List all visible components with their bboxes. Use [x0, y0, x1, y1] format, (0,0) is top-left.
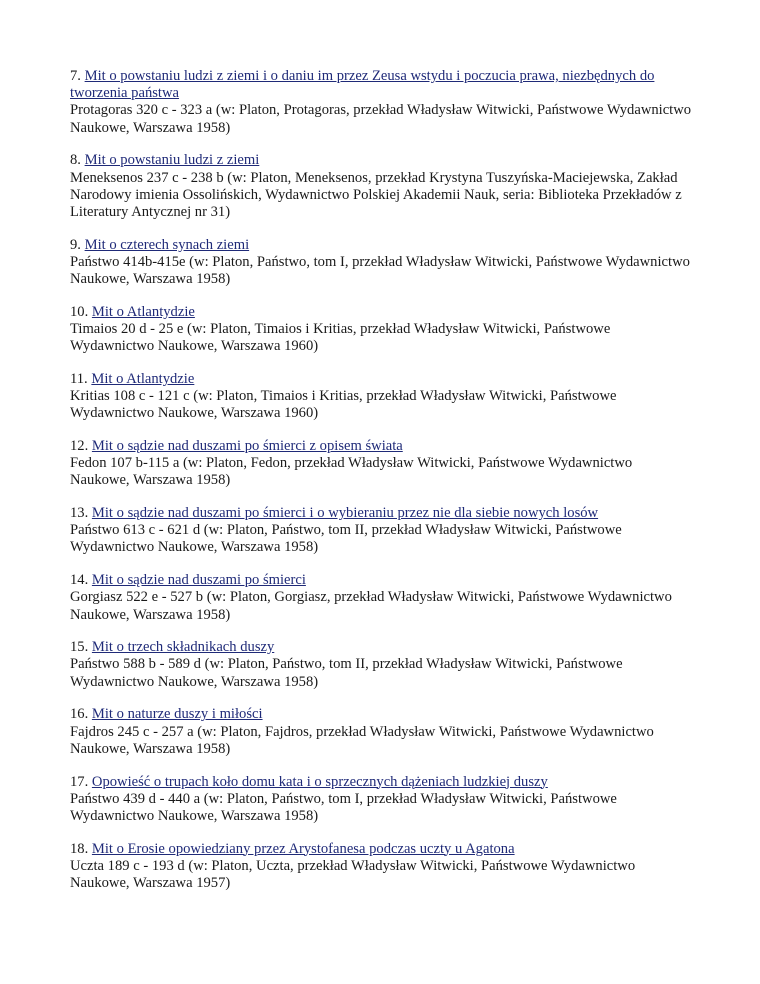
entry-source: Fajdros 245 c - 257 a (w: Platon, Fajdros, przekład Władysław Witwicki, Państwowe Wydawnictwo Naukowe, Warszawa 1958) — [70, 723, 654, 757]
entry-number: 18. — [70, 840, 89, 857]
entry-source: Fedon 107 b-115 a (w: Platon, Fedon, przekład Władysław Witwicki, Państwowe Wydawnictwo Naukowe, Warszawa 1958) — [70, 455, 633, 489]
entry-number: 13. — [70, 505, 89, 522]
list-item — [70, 639, 692, 691]
entry-heading — [70, 505, 692, 522]
entry-heading — [70, 639, 692, 656]
myth-link[interactable]: Mit o sądzie nad duszami po śmierci z opisem świata — [91, 437, 403, 454]
entry-source: Państwo 613 c - 621 d (w: Platon, Państwo, tom II, przekład Władysław Witwicki, Państwowe Wydawnictwo Naukowe, Warszawa 1958) — [70, 522, 622, 556]
entry-source: Państwo 414b-415e (w: Platon, Państwo, tom I, przekład Władysław Witwicki, Państwowe Wydawnictwo Naukowe, Warszawa 1958) — [70, 253, 690, 288]
entry-heading — [70, 706, 692, 723]
list-item — [70, 841, 692, 893]
entry-source: Protagoras 320 c - 323 a (w: Platon, Protagoras, przekład Władysław Witwicki, Państwowe Wydawnictwo Naukowe, Warszawa 1958) — [70, 102, 692, 136]
entry-number: 14. — [70, 572, 89, 589]
list-item — [70, 438, 692, 490]
myth-link[interactable]: Mit o trzech składnikach duszy — [91, 639, 275, 656]
entry-number: 9. — [70, 236, 81, 253]
entry-heading — [70, 304, 692, 321]
entry-source: Państwo 439 d - 440 a (w: Platon, Państwo, tom I, przekład Władysław Witwicki, Państwowe Wydawnictwo Naukowe, Warszawa 1958) — [70, 790, 617, 824]
list-item — [70, 774, 692, 826]
myth-link[interactable]: Opowieść o trupach koło domu kata i o sprzecznych dążeniach ludzkiej duszy — [91, 773, 548, 790]
list-item — [70, 572, 692, 624]
entry-number: 15. — [70, 639, 89, 656]
list-item — [70, 371, 692, 423]
entry-heading — [70, 774, 692, 791]
myth-link[interactable]: Mit o sądzie nad duszami po śmierci i o wybieraniu przez nie dla siebie nowych losów — [91, 505, 599, 522]
entry-number: 12. — [70, 437, 89, 454]
entry-source: Timaios 20 d - 25 e (w: Platon, Timaios i Kritias, przekład Władysław Witwicki, Państwowe Wydawnictwo Naukowe, Warszawa 1960) — [70, 320, 611, 355]
myth-link[interactable]: Mit o Erosie opowiedziany przez Arystofanesa podczas uczty u Agatona — [91, 840, 515, 857]
entry-heading — [70, 572, 692, 589]
list-item — [70, 706, 692, 758]
entry-number: 16. — [70, 706, 89, 723]
list-item — [70, 304, 692, 356]
myth-link[interactable]: Mit o naturze duszy i miłości — [91, 706, 263, 723]
list-item — [70, 68, 692, 137]
myth-link[interactable]: Mit o Atlantydzie — [91, 370, 195, 387]
entry-number: 8. — [70, 152, 81, 169]
myth-link[interactable]: Mit o powstaniu ludzi z ziemi i o daniu im przez Zeusa wstydu i poczucia prawa, niezbędnych do tworzenia państwa — [70, 68, 655, 102]
entry-source: Meneksenos 237 c - 238 b (w: Platon, Meneksenos, przekład Krystyna Tuszyńska-Maciejewska, Zakład Narodowy imienia Ossolińskich, Wydawnictwo Polskiej Akademii Nauk, seria: Biblioteka Przekładów z Literatury Antycznej nr 31) — [70, 169, 682, 220]
list-item — [70, 152, 692, 221]
entry-source: Uczta 189 c - 193 d (w: Platon, Uczta, przekład Władysław Witwicki, Państwowe Wydawnictwo Naukowe, Warszawa 1957) — [70, 857, 636, 892]
entry-heading — [70, 237, 692, 254]
myth-link[interactable]: Mit o powstaniu ludzi z ziemi — [84, 152, 260, 169]
myth-link[interactable]: Mit o Atlantydzie — [91, 303, 195, 320]
entry-heading — [70, 152, 692, 169]
list-item — [70, 237, 692, 289]
entry-number: 11. — [70, 370, 88, 387]
entry-heading — [70, 841, 692, 858]
entry-heading — [70, 438, 692, 455]
entry-number: 7. — [70, 68, 81, 84]
list-item — [70, 505, 692, 557]
entry-heading — [70, 371, 692, 388]
entry-source: Państwo 588 b - 589 d (w: Platon, Państwo, tom II, przekład Władysław Witwicki, Państwowe Wydawnictwo Naukowe, Warszawa 1958) — [70, 656, 623, 690]
entry-number: 10. — [70, 303, 89, 320]
myth-link[interactable]: Mit o sądzie nad duszami po śmierci — [91, 572, 306, 589]
myth-link[interactable]: Mit o czterech synach ziemi — [84, 236, 250, 253]
entry-heading — [70, 68, 692, 102]
document-page — [70, 68, 692, 908]
entry-number: 17. — [70, 773, 89, 790]
entry-source: Gorgiasz 522 e - 527 b (w: Platon, Gorgiasz, przekład Władysław Witwicki, Państwowe Wydawnictwo Naukowe, Warszawa 1958) — [70, 589, 672, 623]
entry-source: Kritias 108 c - 121 c (w: Platon, Timaios i Kritias, przekład Władysław Witwicki, Państwowe Wydawnictwo Naukowe, Warszawa 1960) — [70, 388, 617, 422]
